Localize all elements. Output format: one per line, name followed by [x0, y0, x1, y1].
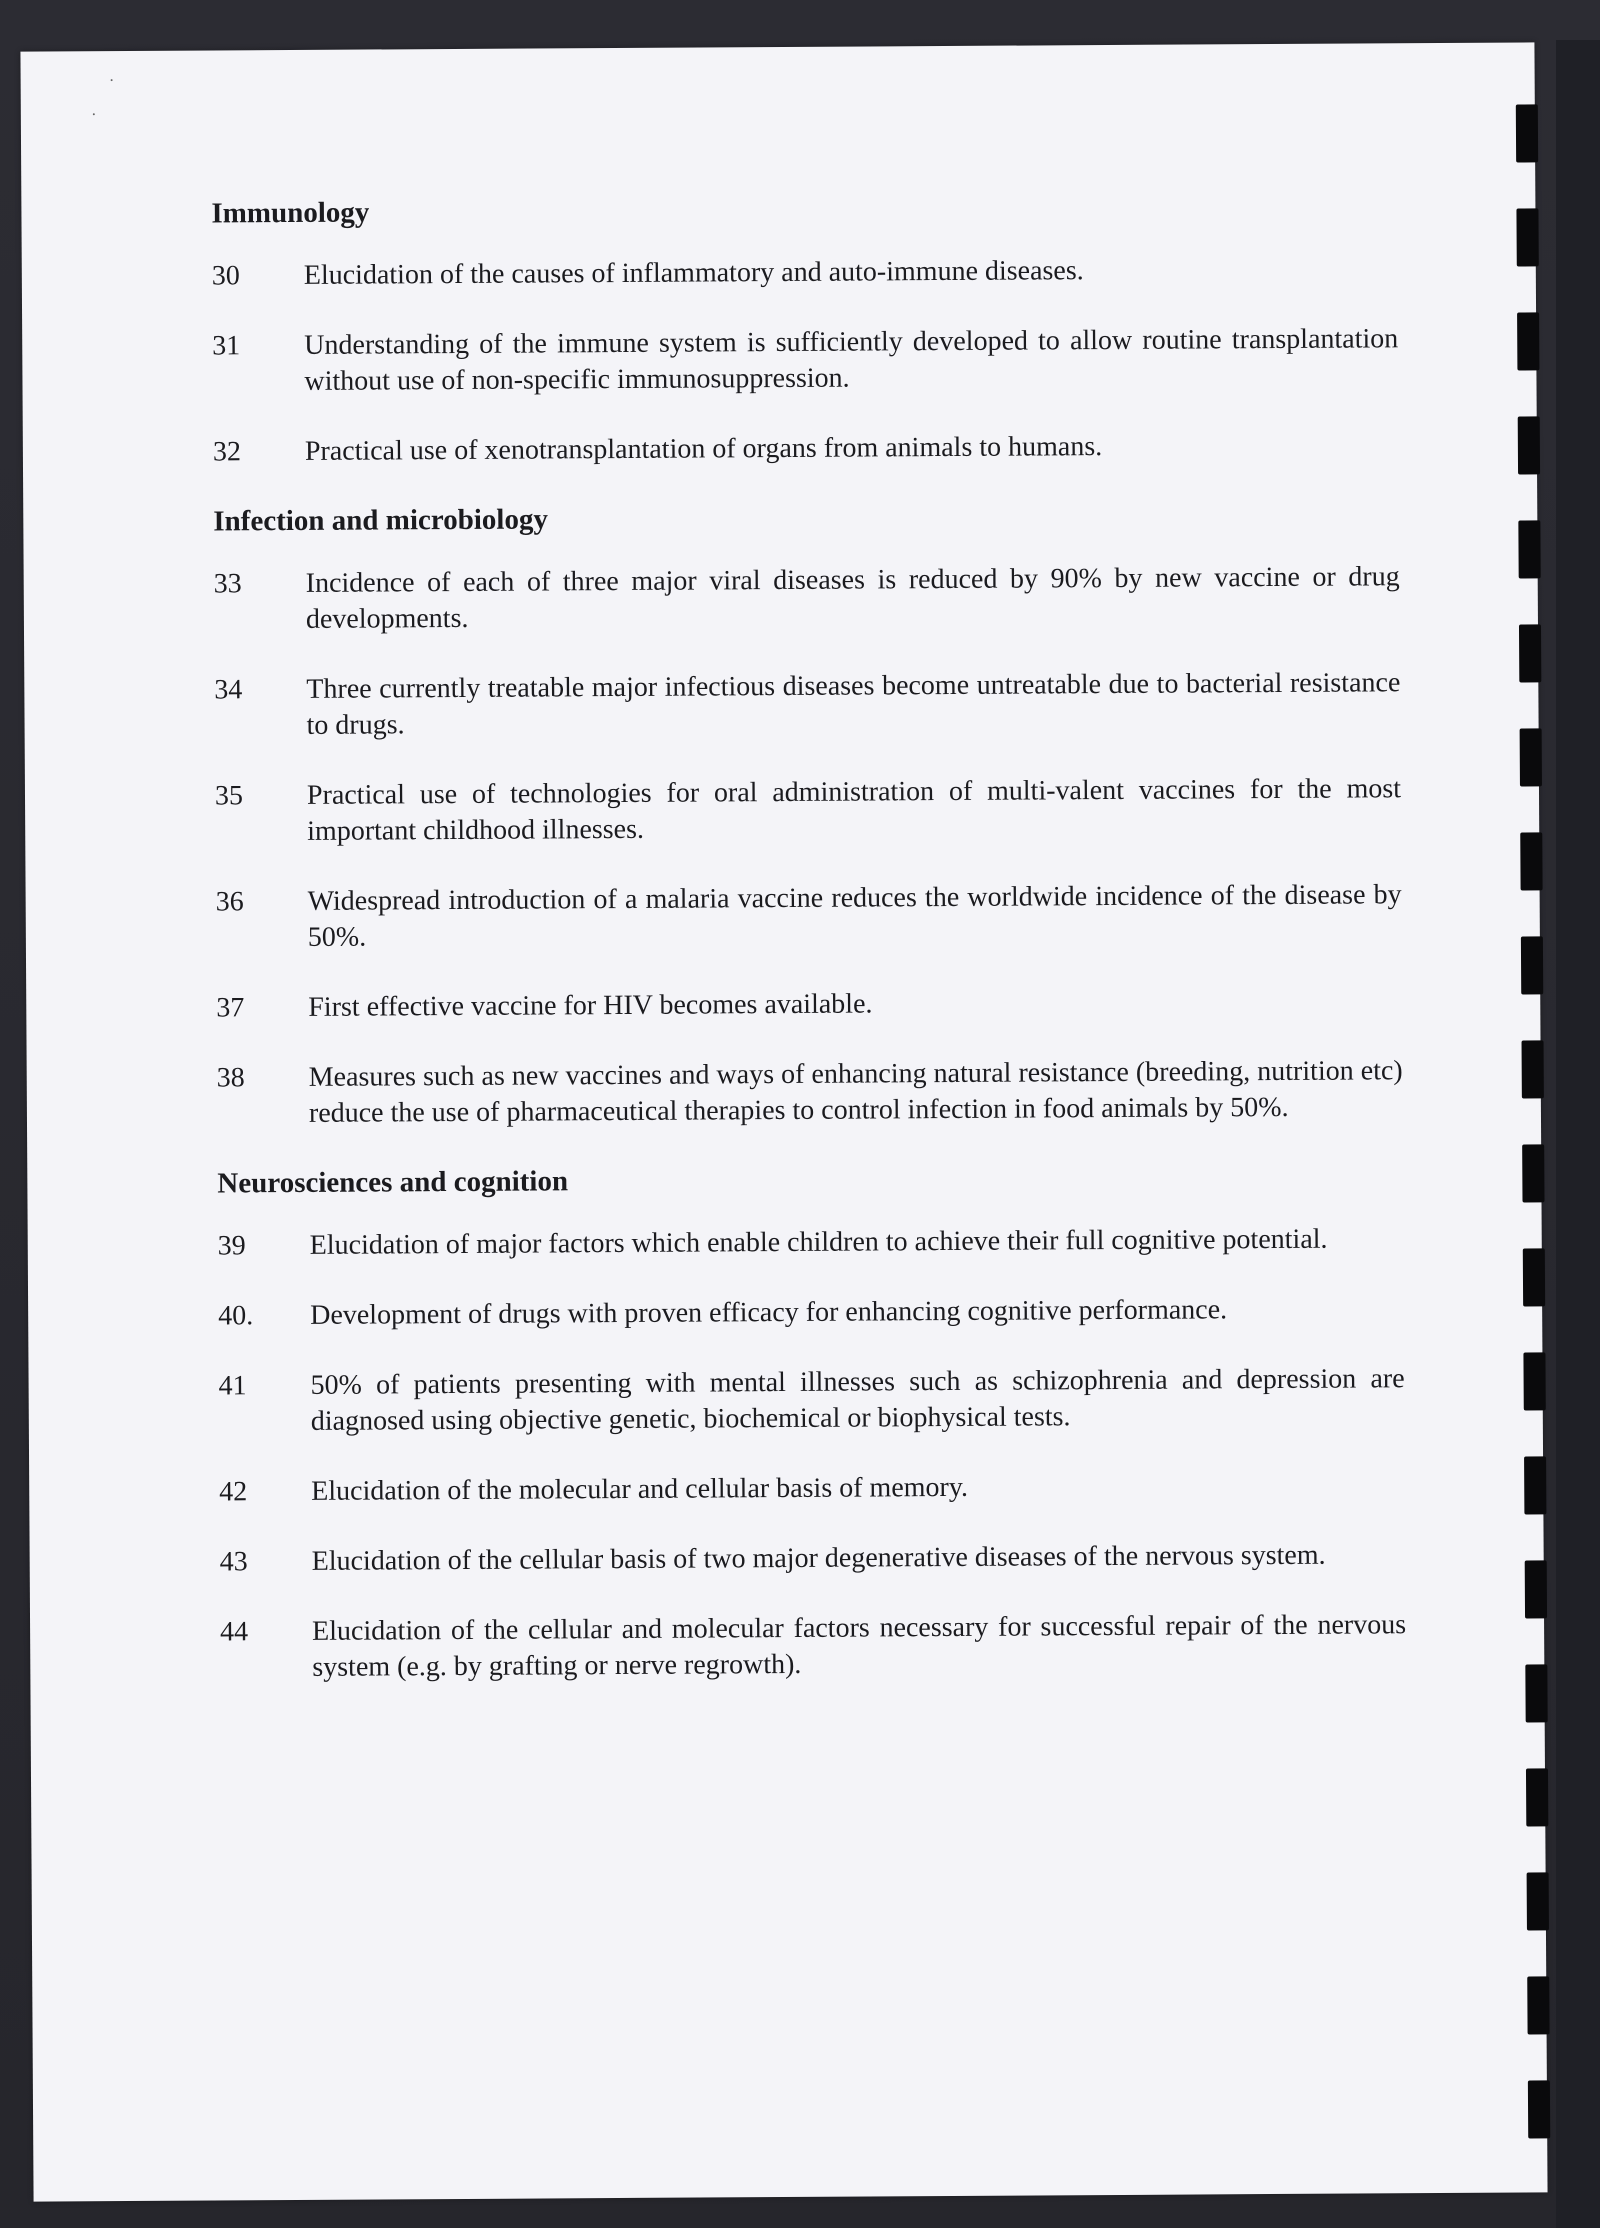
list-item [218, 1291, 1404, 1334]
binder-hole [1523, 1352, 1545, 1410]
binder-hole [1527, 1976, 1549, 2034]
binder-hole [1525, 1664, 1547, 1722]
item-text: Measures such as new vaccines and ways of enhancing natural resistance (breeding, nutrition etc) reduce the use of pharmaceutical therapies to control infection in food animals by 50%. [308, 1055, 1403, 1129]
list-item [214, 665, 1400, 744]
list-item [218, 1221, 1404, 1264]
item-number: 38 [216, 1062, 245, 1094]
item-text: Incidence of each of three major viral diseases is reduced by 90% by new vaccine or drug developments. [305, 561, 1400, 635]
scan-speck [93, 113, 95, 115]
binder-hole [1517, 312, 1539, 370]
list-item [212, 321, 1398, 400]
item-text: Three currently treatable major infectious diseases become untreatable due to bacterial resistance to drugs. [306, 667, 1401, 741]
item-text: Practical use of technologies for oral administration of multi-valent vaccines for the most important childhood illnesses. [306, 773, 1402, 847]
binder-hole [1526, 1768, 1548, 1826]
section-immunology [211, 189, 1399, 470]
item-number: 42 [219, 1476, 248, 1508]
scan-speck [111, 79, 113, 81]
scanner-edge [1556, 40, 1600, 2228]
list-item [219, 1467, 1405, 1510]
binder-hole [1522, 1144, 1544, 1202]
binder-hole [1516, 208, 1538, 266]
list-item [220, 1607, 1406, 1686]
binder-hole [1525, 1560, 1547, 1618]
section-heading: Neurosciences and cognition [217, 1165, 569, 1200]
list-item [216, 877, 1402, 956]
binder-hole [1524, 1456, 1546, 1514]
binder-hole [1516, 104, 1538, 162]
section-heading: Immunology [211, 196, 370, 230]
list-item [217, 1053, 1403, 1132]
list-item [214, 559, 1400, 638]
item-number: 40. [218, 1300, 254, 1332]
list-item [218, 1361, 1404, 1440]
item-number: 34 [214, 674, 243, 706]
item-number: 32 [212, 436, 241, 468]
item-number: 35 [214, 780, 244, 812]
binder-hole [1521, 936, 1543, 994]
document-content [211, 189, 1406, 1720]
document-page [20, 42, 1547, 2201]
item-text: First effective vaccine for HIV becomes available. [308, 988, 873, 1023]
item-number: 43 [219, 1546, 248, 1578]
binder-hole [1528, 2080, 1550, 2138]
section-heading: Infection and microbiology [213, 503, 549, 538]
item-text: Elucidation of major factors which enable children to achieve their full cognitive potential. [309, 1223, 1328, 1261]
list-item [212, 251, 1398, 294]
binder-hole [1520, 832, 1542, 890]
list-item [220, 1537, 1406, 1580]
binder-hole [1520, 728, 1542, 786]
section-infection-microbiology [213, 497, 1403, 1132]
item-text: Understanding of the immune system is sufficiently developed to allow routine transplantation without use of non-specific immunosuppression. [304, 323, 1399, 397]
list-item [216, 983, 1402, 1026]
item-number: 31 [212, 330, 241, 362]
item-number: 36 [215, 886, 244, 918]
item-text: Elucidation of the cellular and molecular factors necessary for successful repair of the nervous system (e.g. by grafting or nerve regrowth). [312, 1609, 1407, 1683]
list-item [215, 771, 1401, 850]
binder-hole [1518, 416, 1540, 474]
item-number: 30 [211, 260, 240, 292]
section-neurosciences-cognition [217, 1159, 1406, 1686]
item-text: Widespread introduction of a malaria vaccine reduces the worldwide incidence of the disease by 50%. [307, 879, 1402, 953]
item-text: 50% of patients presenting with mental illnesses such as schizophrenia and depression are diagnosed using objective genetic, biochemical or biophysical tests. [310, 1363, 1405, 1437]
item-number: 44 [220, 1616, 249, 1648]
item-number: 37 [216, 992, 245, 1024]
list-item [213, 427, 1399, 470]
binder-hole [1527, 1872, 1549, 1930]
binder-hole [1518, 520, 1540, 578]
binder-hole [1522, 1040, 1544, 1098]
item-text: Elucidation of the molecular and cellular basis of memory. [311, 1471, 969, 1507]
item-text: Elucidation of the causes of inflammatory and auto-immune diseases. [303, 255, 1084, 291]
binder-hole [1523, 1248, 1545, 1306]
binder-hole [1519, 624, 1541, 682]
item-number: 41 [218, 1370, 247, 1402]
item-text: Elucidation of the cellular basis of two major degenerative diseases of the nervous system. [311, 1539, 1326, 1577]
item-number: 39 [217, 1230, 246, 1262]
item-text: Development of drugs with proven efficacy for enhancing cognitive performance. [310, 1294, 1228, 1331]
item-number: 33 [213, 568, 242, 600]
item-text: Practical use of xenotransplantation of organs from animals to humans. [304, 431, 1103, 467]
